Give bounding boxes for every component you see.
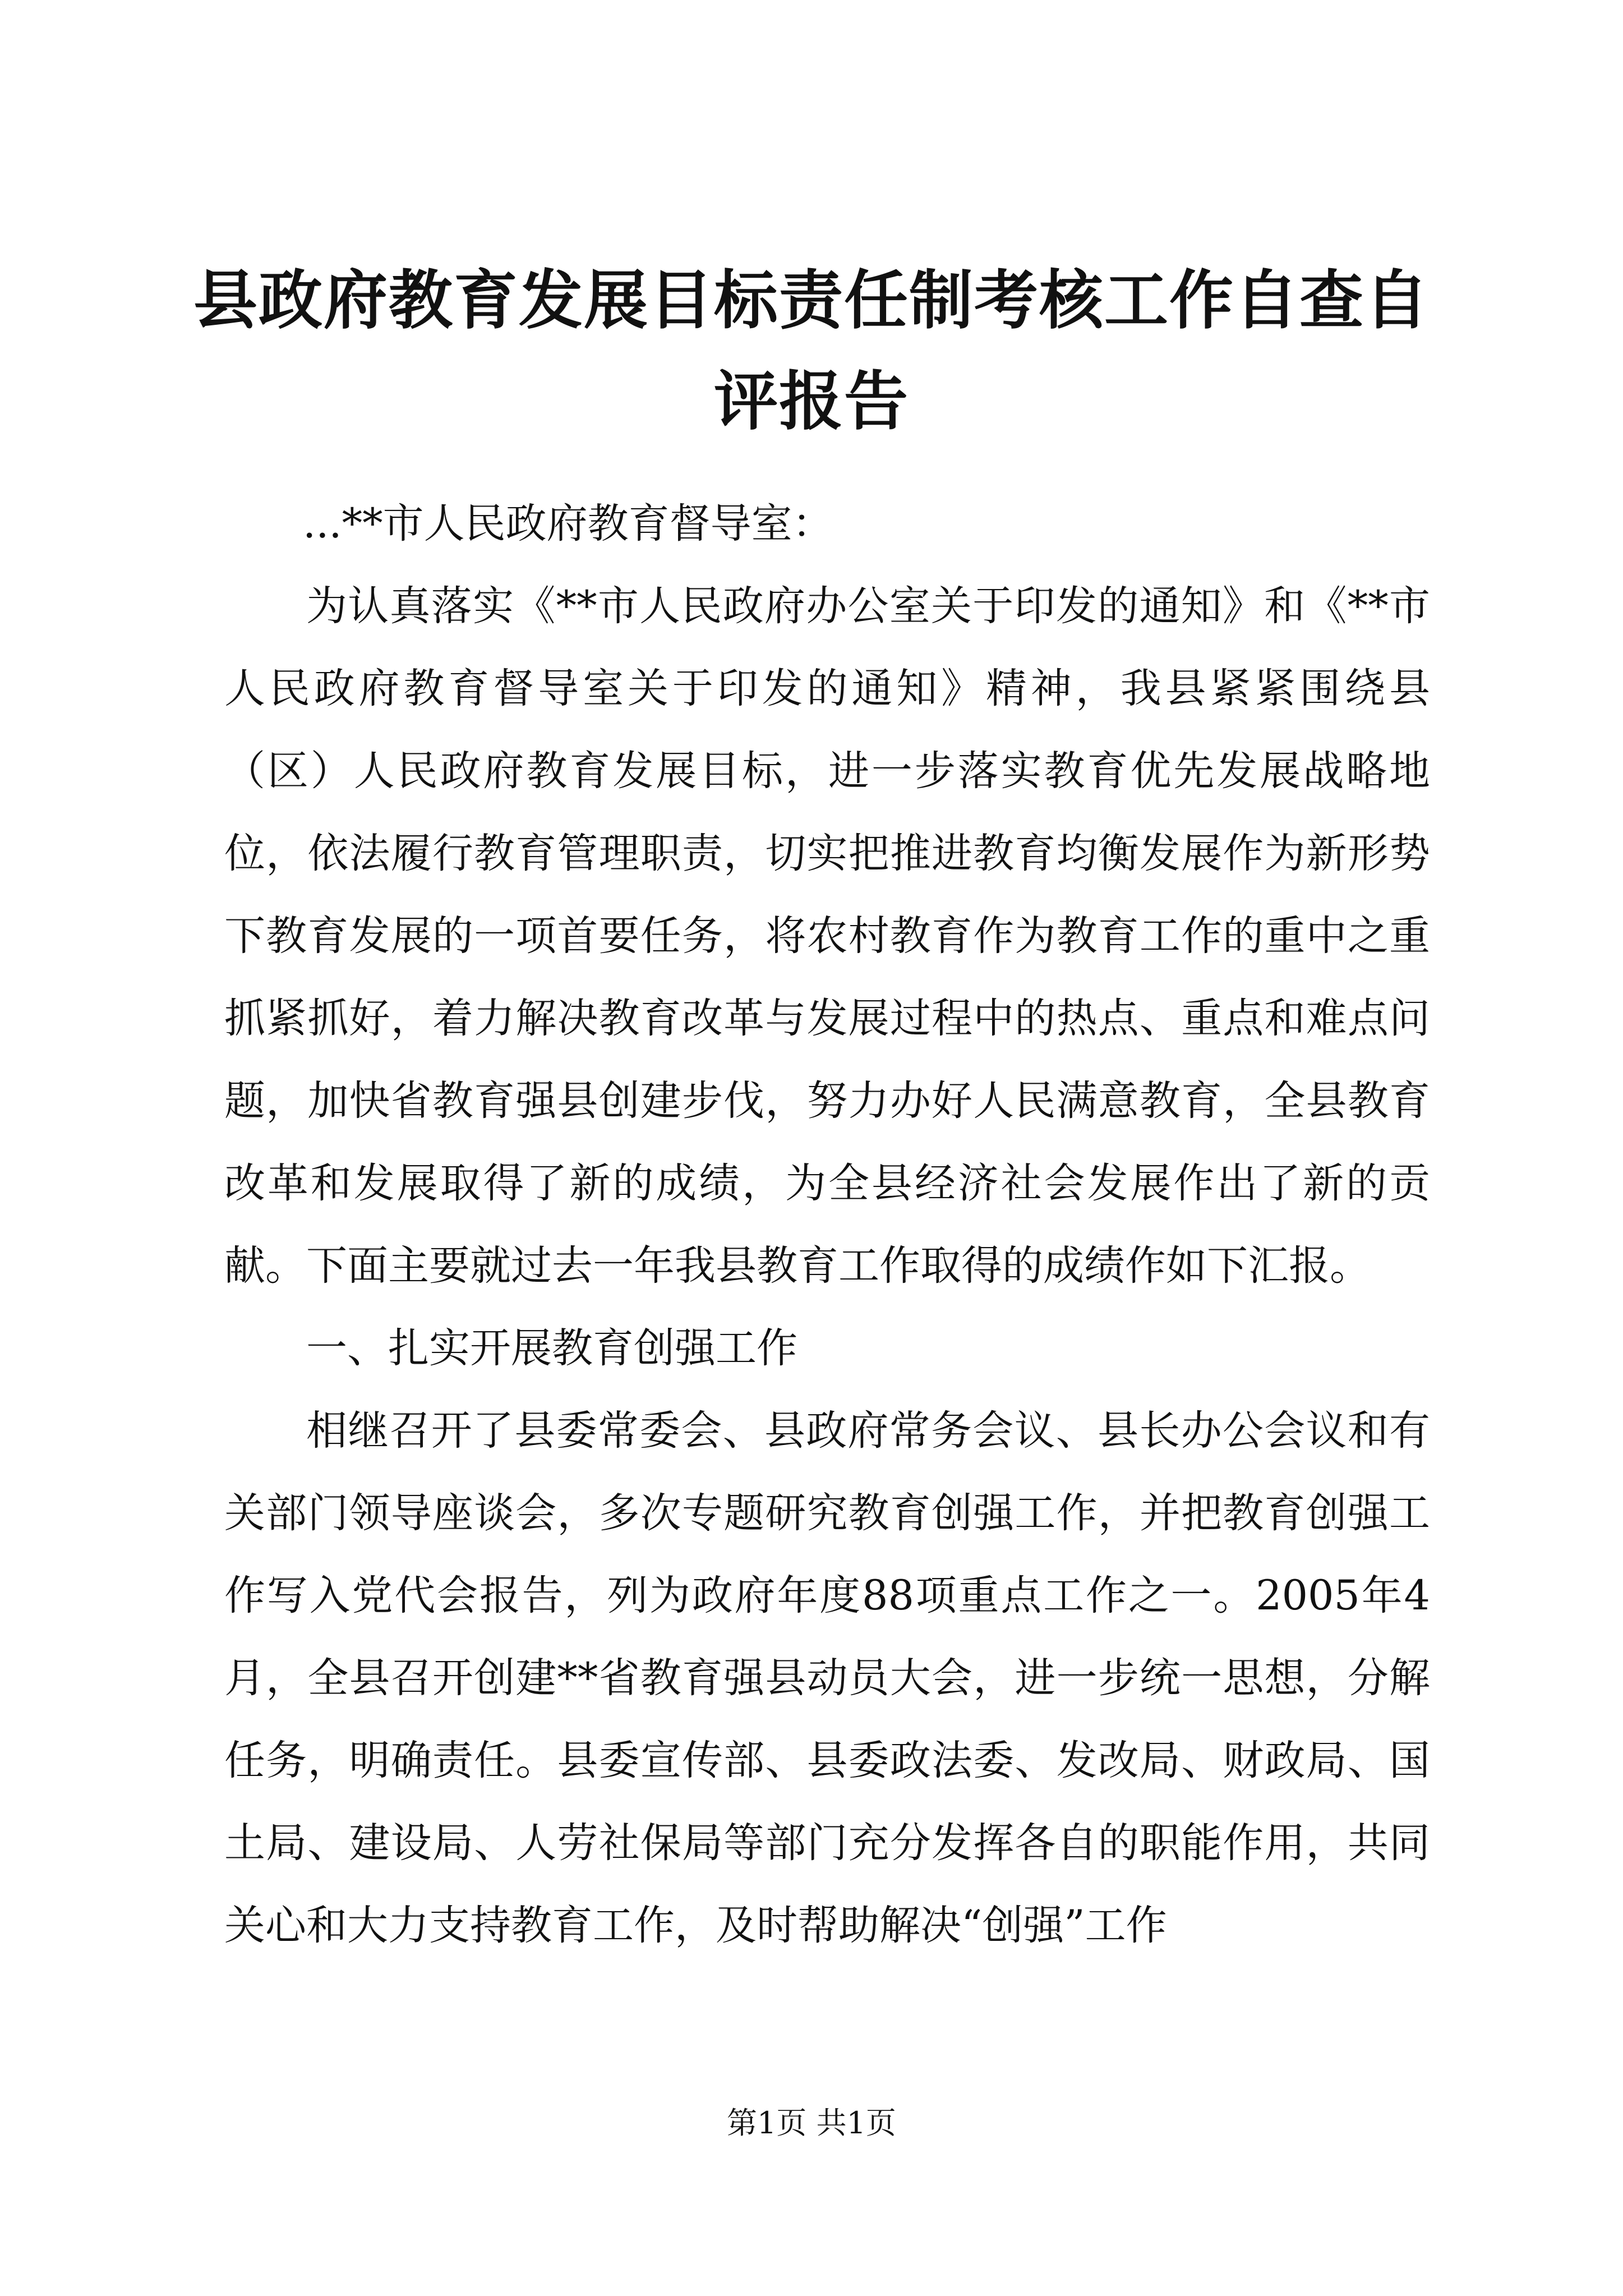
page-footer: 第1页 共1页 — [727, 2105, 896, 2141]
document-title: 县政府教育发展目标责任制考核工作自查自评报告 — [193, 263, 1430, 439]
document-body — [224, 482, 1430, 1967]
salutation-line: ...**市人民政府教育督导室： — [303, 500, 833, 547]
section-heading: 一、扎实开展教育创强工作 — [306, 1324, 797, 1372]
intro-paragraph: 为认真落实《**市人民政府办公室关于印发的通知》和《**市人民政府教育督导室关于印发的通知》精神，我县紧紧围绕县（区）人民政府教育发展目标，进一步落实教育优先发展战略地位，依法履行教育管理职责，切实把推进教育均衡发展作为新形势下教育发展的一项首要任务，将农村教育作为教育工作的重中之重抓紧抓好，着力解决教育改革与发展过程中的热点、重点和难点问题，加快省教育强县创建步伐，努力办好人民满意教育，全县教育改革和发展取得了新的成绩，为全县经济社会发展作出了新的贡献。下面主要就过去一年我县教育工作取得的成绩作如下汇报。 — [224, 582, 1430, 1290]
section-paragraph: 相继召开了县委常委会、县政府常务会议、县长办公会议和有关部门领导座谈会，多次专题研究教育创强工作，并把教育创强工作写入党代会报告，列为政府年度88项重点工作之一。2005年4月，全县召开创建**省教育强县动员大会，进一步统一思想，分解任务，明确责任。县委宣传部、县委政法委、发改局、财政局、国土局、建设局、人劳社保局等部门充分发挥各自的职能作用，共同关心和大力支持教育工作，及时帮助解决“创强”工作 — [224, 1407, 1430, 1949]
